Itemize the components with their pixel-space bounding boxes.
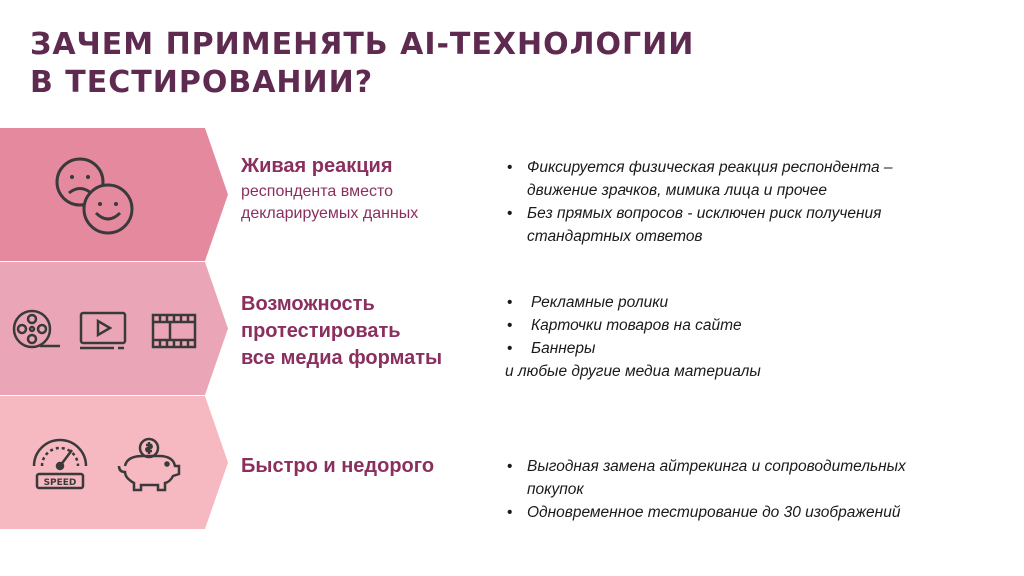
faces-icon-group: [50, 152, 140, 238]
film-strip-icon: [150, 312, 198, 350]
list-item: • Баннеры: [505, 337, 995, 360]
speed-label: SPEED: [43, 478, 77, 488]
row3-bullets: [505, 455, 995, 524]
film-reel-icon: [10, 308, 62, 352]
smiley-face-icon: [84, 185, 132, 233]
row2-bullets: [505, 291, 995, 383]
row1-heading: Живая реакция: [241, 155, 393, 177]
title-line-2: В ТЕСТИРОВАНИИ?: [30, 65, 374, 100]
page-title: [30, 26, 694, 102]
list-item: • Рекламные ролики: [505, 291, 995, 314]
list-item: • Выгодная замена айтрекинга и сопроводительных покупок: [505, 455, 995, 501]
row1-subtext: респондента вместо декларируемых данных: [241, 183, 419, 222]
band-media-formats: [0, 262, 230, 395]
list-note: и любые другие медиа материалы: [505, 363, 761, 380]
row1-bullets: [505, 156, 995, 248]
title-line-1: ЗАЧЕМ ПРИМЕНЯТЬ AI-ТЕХНОЛОГИИ: [30, 27, 695, 62]
speedometer-icon: [28, 436, 92, 496]
band-fast-cheap: [0, 396, 230, 529]
band-live-reaction: [0, 128, 230, 261]
list-item: • Фиксируется физическая реакция респондента – движение зрачков, мимика лица и прочее: [505, 156, 995, 202]
video-play-icon: [78, 310, 128, 352]
list-item: • Без прямых вопросов - исключен риск получения стандартных ответов: [505, 202, 995, 248]
list-item: • Одновременное тестирование до 30 изображений: [505, 501, 995, 524]
piggy-bank-icon: [115, 436, 183, 492]
list-item: • Карточки товаров на сайте: [505, 314, 995, 337]
row3-heading: Быстро и недорого: [241, 455, 435, 477]
row2-heading: Возможность протестировать все медиа форматы: [241, 293, 443, 369]
